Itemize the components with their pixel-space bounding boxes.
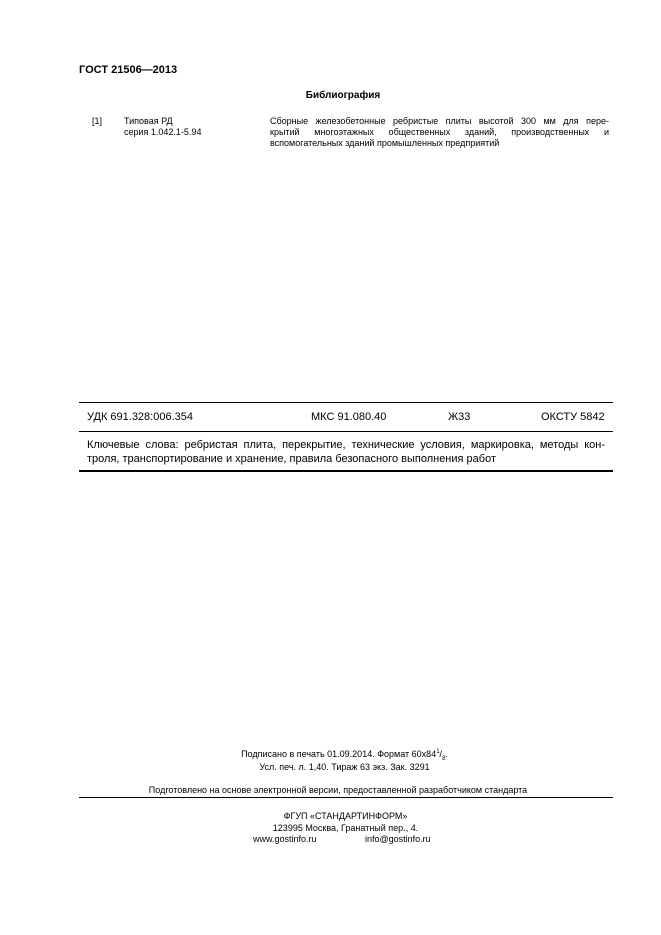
document-id: ГОСТ 21506—2013 bbox=[79, 64, 178, 76]
divider bbox=[79, 402, 613, 403]
bibliography-title: Библиография bbox=[305, 90, 381, 101]
description-line: Сборные железобетонные ребристые плиты высотой 300 мм для пере- bbox=[270, 116, 609, 126]
publisher-website[interactable]: www.gostinfo.ru bbox=[253, 834, 317, 844]
format-numerator: 1 bbox=[436, 749, 440, 755]
imprint-signed-text: Подписано в печать 01.09.2014. Формат 60x84 bbox=[241, 749, 437, 759]
divider-thick bbox=[79, 470, 613, 472]
imprint-signed: Подписано в печать 01.09.2014. Формат $60x84^1/_8$. bbox=[241, 749, 448, 762]
keywords-line: Ключевые слова: ребристая плита, перекрытие, технические условия, маркировка, методы кон- bbox=[87, 439, 605, 451]
imprint-details: Усл. печ. л. 1,40. Тираж 63 экз. Зак. 3291 bbox=[259, 762, 430, 772]
publisher-address: 123995 Москва, Гранатный пер., 4. bbox=[272, 823, 419, 833]
description-line: крытий многоэтажных общественных зданий, производственных и bbox=[270, 127, 609, 137]
publisher-email[interactable]: info@gostinfo.ru bbox=[365, 834, 431, 844]
bibliography-entry-description bbox=[270, 116, 609, 149]
format-denominator: 8 bbox=[442, 755, 446, 762]
bibliography-entry-number: [1] bbox=[92, 116, 103, 126]
keywords bbox=[87, 438, 605, 466]
description-line: вспомогательных зданий промышленных предприятий bbox=[270, 138, 500, 148]
prepared-note: Подготовлено на основе электронной версии, предоставленной разработчиком стандарта bbox=[148, 785, 528, 795]
zh-code: Ж33 bbox=[448, 411, 471, 423]
udk-code: УДК 691.328:006.354 bbox=[87, 411, 193, 423]
format-end: . bbox=[445, 749, 448, 759]
mks-code: МКС 91.080.40 bbox=[311, 411, 387, 423]
keywords-line: троля, транспортирование и хранение, правила безопасного выполнения работ bbox=[87, 453, 496, 465]
bibliography-source-line: Типовая РД bbox=[124, 116, 173, 126]
publisher-name: ФГУП «СТАНДАРТИНФОРМ» bbox=[283, 811, 408, 821]
divider bbox=[79, 431, 613, 432]
divider bbox=[79, 797, 613, 798]
bibliography-source-line: серия 1.042.1-5.94 bbox=[124, 127, 202, 137]
bibliography-entry-source bbox=[124, 116, 201, 138]
okstu-code: ОКСТУ 5842 bbox=[541, 411, 605, 423]
